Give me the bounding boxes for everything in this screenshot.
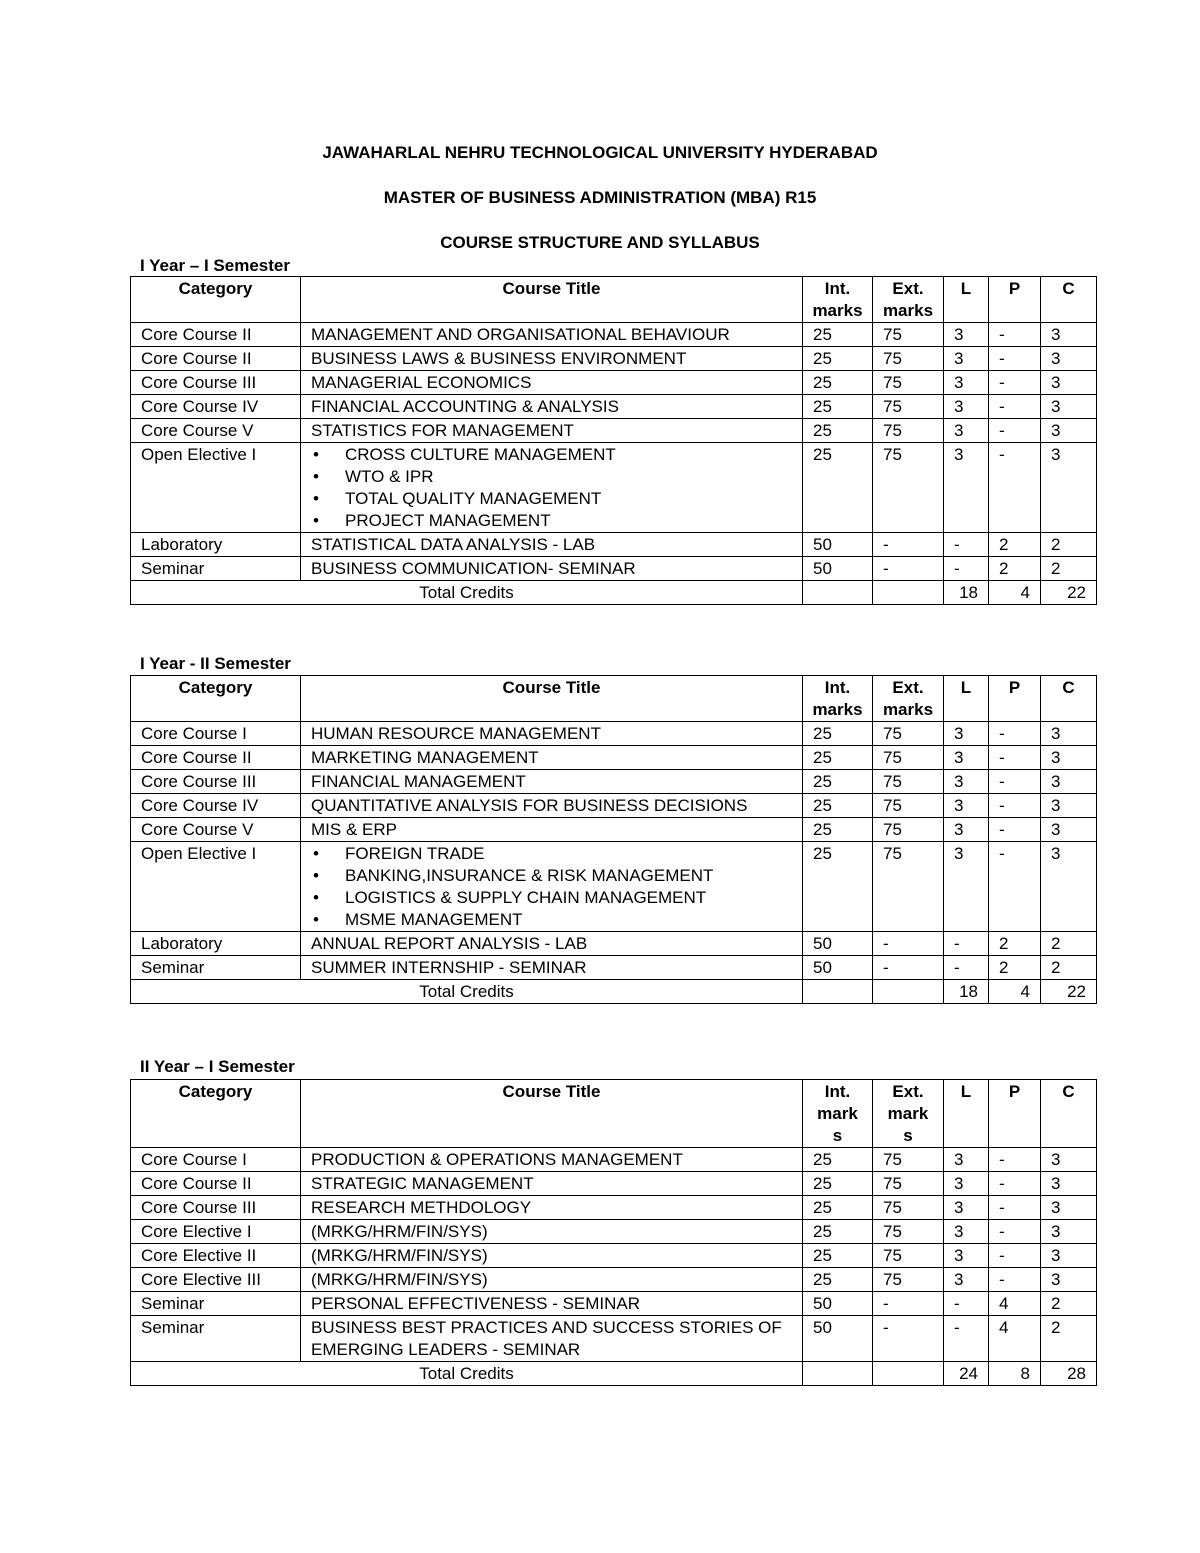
l-cell: 3 <box>944 746 989 770</box>
l-cell: - <box>944 1316 989 1362</box>
ext-cell: 75 <box>873 1172 944 1196</box>
p-cell: 2 <box>989 932 1041 956</box>
program-title: MASTER OF BUSINESS ADMINISTRATION (MBA) R15 <box>383 188 817 207</box>
ext-cell: 75 <box>873 395 944 419</box>
int-cell: 50 <box>803 1292 873 1316</box>
course-title-cell: STRATEGIC MANAGEMENT <box>301 1172 803 1196</box>
category-cell: Core Course V <box>131 818 301 842</box>
int-cell: 25 <box>803 1196 873 1220</box>
c-cell: 3 <box>1041 395 1097 419</box>
c-cell: 3 <box>1041 818 1097 842</box>
elective-list <box>311 843 802 931</box>
p-cell: 2 <box>989 956 1041 980</box>
course-title-cell: RESEARCH METHDOLOGY <box>301 1196 803 1220</box>
ext-cell: 75 <box>873 1268 944 1292</box>
l-cell: 3 <box>944 794 989 818</box>
category-cell: Core Course II <box>131 746 301 770</box>
p-cell: - <box>989 1172 1041 1196</box>
c-cell: 3 <box>1041 842 1097 932</box>
ext-cell: 75 <box>873 722 944 746</box>
course-title-cell: BUSINESS BEST PRACTICES AND SUCCESS STORIES OF EMERGING LEADERS - SEMINAR <box>301 1316 803 1362</box>
category-header: Category <box>131 676 301 722</box>
credits-header: C <box>1041 277 1097 323</box>
l-cell: 3 <box>944 323 989 347</box>
ext-cell: 75 <box>873 443 944 533</box>
c-cell: 2 <box>1041 956 1097 980</box>
ext-marks-line: mark <box>887 1104 929 1123</box>
int-marks-line: mark <box>817 1104 858 1123</box>
l-cell: 3 <box>944 818 989 842</box>
course-title-cell: QUANTITATIVE ANALYSIS FOR BUSINESS DECISIONS <box>301 794 803 818</box>
c-cell: 2 <box>1041 932 1097 956</box>
course-title-cell: MANAGEMENT AND ORGANISATIONAL BEHAVIOUR <box>301 323 803 347</box>
c-cell: 3 <box>1041 371 1097 395</box>
course-row <box>131 842 1097 932</box>
course-title-cell: PRODUCTION & OPERATIONS MANAGEMENT <box>301 1148 803 1172</box>
c-cell: 3 <box>1041 323 1097 347</box>
course-row <box>131 395 1097 419</box>
course-row <box>131 1148 1097 1172</box>
p-cell: - <box>989 722 1041 746</box>
p-cell: - <box>989 395 1041 419</box>
int-cell: 50 <box>803 557 873 581</box>
int-cell: 50 <box>803 932 873 956</box>
int-cell: 25 <box>803 1148 873 1172</box>
lecture-header: L <box>944 277 989 323</box>
p-cell: - <box>989 1196 1041 1220</box>
total-l-cell: 18 <box>944 980 989 1004</box>
ext-marks-header: Ext. marks <box>873 277 944 323</box>
c-cell: 3 <box>1041 722 1097 746</box>
ext-cell: 75 <box>873 770 944 794</box>
course-row <box>131 746 1097 770</box>
l-cell: 3 <box>944 1172 989 1196</box>
total-int-cell <box>803 1362 873 1386</box>
int-marks-header: Int. marks <box>803 676 873 722</box>
int-cell: 50 <box>803 533 873 557</box>
course-title-cell: STATISTICAL DATA ANALYSIS - LAB <box>301 533 803 557</box>
course-title-cell: SUMMER INTERNSHIP - SEMINAR <box>301 956 803 980</box>
total-credits-label: Total Credits <box>131 980 803 1004</box>
c-cell: 2 <box>1041 557 1097 581</box>
ext-cell: 75 <box>873 842 944 932</box>
ext-cell: 75 <box>873 323 944 347</box>
l-cell: 3 <box>944 842 989 932</box>
lecture-header: L <box>944 1080 989 1148</box>
elective-item: • BANKING,INSURANCE & RISK MANAGEMENT <box>311 865 802 887</box>
c-cell: 2 <box>1041 1292 1097 1316</box>
c-cell: 3 <box>1041 1196 1097 1220</box>
total-p-cell: 4 <box>989 581 1041 605</box>
course-title-cell: BUSINESS COMMUNICATION- SEMINAR <box>301 557 803 581</box>
table-header-row <box>131 277 1097 323</box>
table-header-row <box>131 1080 1097 1148</box>
category-header: Category <box>131 1080 301 1148</box>
p-cell: 4 <box>989 1316 1041 1362</box>
course-row <box>131 770 1097 794</box>
ext-cell: - <box>873 1292 944 1316</box>
c-cell: 3 <box>1041 419 1097 443</box>
course-title-cell: FINANCIAL MANAGEMENT <box>301 770 803 794</box>
total-c-cell: 22 <box>1041 980 1097 1004</box>
c-cell: 3 <box>1041 1268 1097 1292</box>
total-credits-row <box>131 581 1097 605</box>
ext-marks-line: s <box>903 1126 913 1145</box>
total-l-cell: 18 <box>944 581 989 605</box>
university-name: JAWAHARLAL NEHRU TECHNOLOGICAL UNIVERSITY HYDERABAD <box>322 143 878 162</box>
course-table <box>130 276 1097 605</box>
course-title-cell: STATISTICS FOR MANAGEMENT <box>301 419 803 443</box>
table-header-row <box>131 676 1097 722</box>
int-cell: 50 <box>803 956 873 980</box>
ext-cell: - <box>873 956 944 980</box>
ext-marks-line: Ext. <box>892 1082 924 1101</box>
course-row <box>131 722 1097 746</box>
int-cell: 25 <box>803 419 873 443</box>
total-l-cell: 24 <box>944 1362 989 1386</box>
category-cell: Seminar <box>131 1292 301 1316</box>
course-title-header: Course Title <box>301 277 803 323</box>
l-cell: 3 <box>944 371 989 395</box>
course-title-cell: MARKETING MANAGEMENT <box>301 746 803 770</box>
elective-list <box>311 444 802 532</box>
l-cell: 3 <box>944 722 989 746</box>
l-cell: 3 <box>944 419 989 443</box>
category-cell: Core Elective I <box>131 1220 301 1244</box>
p-cell: - <box>989 1268 1041 1292</box>
p-cell: - <box>989 371 1041 395</box>
ext-cell: - <box>873 533 944 557</box>
course-row <box>131 323 1097 347</box>
elective-item: • CROSS CULTURE MANAGEMENT <box>311 444 802 466</box>
course-row <box>131 557 1097 581</box>
l-cell: 3 <box>944 443 989 533</box>
elective-item: • LOGISTICS & SUPPLY CHAIN MANAGEMENT <box>311 887 802 909</box>
category-cell: Core Course II <box>131 1172 301 1196</box>
category-cell: Core Course IV <box>131 794 301 818</box>
elective-item: • TOTAL QUALITY MANAGEMENT <box>311 488 802 510</box>
total-credits-row <box>131 1362 1097 1386</box>
semester-label-1: I Year – I Semester <box>140 256 290 275</box>
elective-item: • PROJECT MANAGEMENT <box>311 510 802 532</box>
category-cell: Laboratory <box>131 932 301 956</box>
category-cell: Seminar <box>131 557 301 581</box>
c-cell: 3 <box>1041 443 1097 533</box>
course-title-cell: (MRKG/HRM/FIN/SYS) <box>301 1220 803 1244</box>
p-cell: 2 <box>989 533 1041 557</box>
total-ext-cell <box>873 980 944 1004</box>
category-cell: Open Elective I <box>131 443 301 533</box>
int-cell: 25 <box>803 746 873 770</box>
ext-cell: 75 <box>873 746 944 770</box>
int-cell: 25 <box>803 347 873 371</box>
int-cell: 25 <box>803 443 873 533</box>
elective-item: • MSME MANAGEMENT <box>311 909 802 931</box>
int-cell: 25 <box>803 794 873 818</box>
int-cell: 25 <box>803 1268 873 1292</box>
l-cell: 3 <box>944 395 989 419</box>
l-cell: - <box>944 932 989 956</box>
ext-cell: 75 <box>873 794 944 818</box>
course-row <box>131 818 1097 842</box>
semester-label-2: I Year - II Semester <box>140 654 291 673</box>
int-marks-line: Int. <box>824 1082 851 1101</box>
total-ext-cell <box>873 581 944 605</box>
p-cell: - <box>989 842 1041 932</box>
category-cell: Seminar <box>131 956 301 980</box>
int-cell: 25 <box>803 818 873 842</box>
l-cell: 3 <box>944 1268 989 1292</box>
course-title-cell: ANNUAL REPORT ANALYSIS - LAB <box>301 932 803 956</box>
int-cell: 25 <box>803 323 873 347</box>
ext-cell: - <box>873 932 944 956</box>
lecture-header: L <box>944 676 989 722</box>
category-cell: Core Elective II <box>131 1244 301 1268</box>
category-cell: Core Course II <box>131 347 301 371</box>
l-cell: 3 <box>944 1148 989 1172</box>
p-cell: - <box>989 1220 1041 1244</box>
course-row <box>131 1244 1097 1268</box>
int-marks-header: Int. marks <box>803 277 873 323</box>
ext-cell: 75 <box>873 419 944 443</box>
ext-marks-header <box>873 1080 944 1148</box>
elective-item: • WTO & IPR <box>311 466 802 488</box>
p-cell: - <box>989 818 1041 842</box>
credits-header: C <box>1041 676 1097 722</box>
course-row <box>131 956 1097 980</box>
course-title-header: Course Title <box>301 676 803 722</box>
total-p-cell: 4 <box>989 980 1041 1004</box>
course-row <box>131 1292 1097 1316</box>
int-cell: 25 <box>803 770 873 794</box>
ext-cell: - <box>873 557 944 581</box>
ext-cell: 75 <box>873 1196 944 1220</box>
category-cell: Core Elective III <box>131 1268 301 1292</box>
course-row <box>131 1268 1097 1292</box>
int-cell: 50 <box>803 1316 873 1362</box>
p-cell: - <box>989 746 1041 770</box>
course-row <box>131 794 1097 818</box>
l-cell: - <box>944 557 989 581</box>
l-cell: 3 <box>944 1244 989 1268</box>
l-cell: - <box>944 533 989 557</box>
course-title-cell: PERSONAL EFFECTIVENESS - SEMINAR <box>301 1292 803 1316</box>
int-cell: 25 <box>803 371 873 395</box>
ext-cell: 75 <box>873 371 944 395</box>
course-title-cell: (MRKG/HRM/FIN/SYS) <box>301 1268 803 1292</box>
course-row <box>131 1196 1097 1220</box>
course-title-cell: FINANCIAL ACCOUNTING & ANALYSIS <box>301 395 803 419</box>
l-cell: 3 <box>944 1220 989 1244</box>
p-cell: - <box>989 1244 1041 1268</box>
course-title-cell: MIS & ERP <box>301 818 803 842</box>
p-cell: - <box>989 794 1041 818</box>
course-title-cell <box>301 443 803 533</box>
p-cell: - <box>989 770 1041 794</box>
l-cell: - <box>944 1292 989 1316</box>
elective-item: • FOREIGN TRADE <box>311 843 802 865</box>
course-table <box>130 1079 1097 1386</box>
ext-cell: 75 <box>873 1148 944 1172</box>
c-cell: 2 <box>1041 533 1097 557</box>
course-row <box>131 1316 1097 1362</box>
category-cell: Core Course III <box>131 1196 301 1220</box>
total-int-cell <box>803 980 873 1004</box>
course-row <box>131 932 1097 956</box>
c-cell: 3 <box>1041 770 1097 794</box>
l-cell: 3 <box>944 347 989 371</box>
document-subtitle: COURSE STRUCTURE AND SYLLABUS <box>440 233 760 252</box>
int-cell: 25 <box>803 1172 873 1196</box>
category-cell: Core Course I <box>131 1148 301 1172</box>
l-cell: 3 <box>944 1196 989 1220</box>
category-cell: Core Course I <box>131 722 301 746</box>
category-cell: Core Course V <box>131 419 301 443</box>
category-cell: Core Course IV <box>131 395 301 419</box>
ext-cell: 75 <box>873 1220 944 1244</box>
int-cell: 25 <box>803 1220 873 1244</box>
int-marks-line: s <box>832 1126 843 1145</box>
c-cell: 3 <box>1041 347 1097 371</box>
l-cell: 3 <box>944 770 989 794</box>
course-row <box>131 347 1097 371</box>
p-cell: 4 <box>989 1292 1041 1316</box>
total-c-cell: 22 <box>1041 581 1097 605</box>
course-title-cell <box>301 842 803 932</box>
course-title-cell: HUMAN RESOURCE MANAGEMENT <box>301 722 803 746</box>
c-cell: 2 <box>1041 1316 1097 1362</box>
credits-header: C <box>1041 1080 1097 1148</box>
ext-marks-header: Ext. marks <box>873 676 944 722</box>
total-ext-cell <box>873 1362 944 1386</box>
total-credits-label: Total Credits <box>131 1362 803 1386</box>
ext-cell: 75 <box>873 818 944 842</box>
int-marks-header <box>803 1080 873 1148</box>
category-cell: Core Course II <box>131 323 301 347</box>
c-cell: 3 <box>1041 1148 1097 1172</box>
course-row <box>131 1172 1097 1196</box>
c-cell: 3 <box>1041 1172 1097 1196</box>
course-row <box>131 371 1097 395</box>
course-title-header: Course Title <box>301 1080 803 1148</box>
category-cell: Laboratory <box>131 533 301 557</box>
category-cell: Seminar <box>131 1316 301 1362</box>
c-cell: 3 <box>1041 794 1097 818</box>
p-cell: 2 <box>989 557 1041 581</box>
p-cell: - <box>989 347 1041 371</box>
ext-cell: 75 <box>873 1244 944 1268</box>
c-cell: 3 <box>1041 1244 1097 1268</box>
category-cell: Core Course III <box>131 770 301 794</box>
course-row <box>131 419 1097 443</box>
semester-label-3: II Year – I Semester <box>140 1057 295 1076</box>
category-header: Category <box>131 277 301 323</box>
int-cell: 25 <box>803 842 873 932</box>
category-cell: Open Elective I <box>131 842 301 932</box>
category-cell: Core Course III <box>131 371 301 395</box>
ext-cell: 75 <box>873 347 944 371</box>
int-cell: 25 <box>803 395 873 419</box>
int-cell: 25 <box>803 722 873 746</box>
total-int-cell <box>803 581 873 605</box>
c-cell: 3 <box>1041 1220 1097 1244</box>
course-title-cell: BUSINESS LAWS & BUSINESS ENVIRONMENT <box>301 347 803 371</box>
c-cell: 3 <box>1041 746 1097 770</box>
p-cell: - <box>989 1148 1041 1172</box>
course-row <box>131 443 1097 533</box>
practical-header: P <box>989 676 1041 722</box>
ext-cell: - <box>873 1316 944 1362</box>
practical-header: P <box>989 277 1041 323</box>
practical-header: P <box>989 1080 1041 1148</box>
l-cell: - <box>944 956 989 980</box>
p-cell: - <box>989 323 1041 347</box>
int-cell: 25 <box>803 1244 873 1268</box>
course-row <box>131 1220 1097 1244</box>
course-title-cell: (MRKG/HRM/FIN/SYS) <box>301 1244 803 1268</box>
total-c-cell: 28 <box>1041 1362 1097 1386</box>
course-title-cell: MANAGERIAL ECONOMICS <box>301 371 803 395</box>
total-credits-row <box>131 980 1097 1004</box>
course-table <box>130 675 1097 1004</box>
total-p-cell: 8 <box>989 1362 1041 1386</box>
p-cell: - <box>989 443 1041 533</box>
p-cell: - <box>989 419 1041 443</box>
total-credits-label: Total Credits <box>131 581 803 605</box>
course-row <box>131 533 1097 557</box>
